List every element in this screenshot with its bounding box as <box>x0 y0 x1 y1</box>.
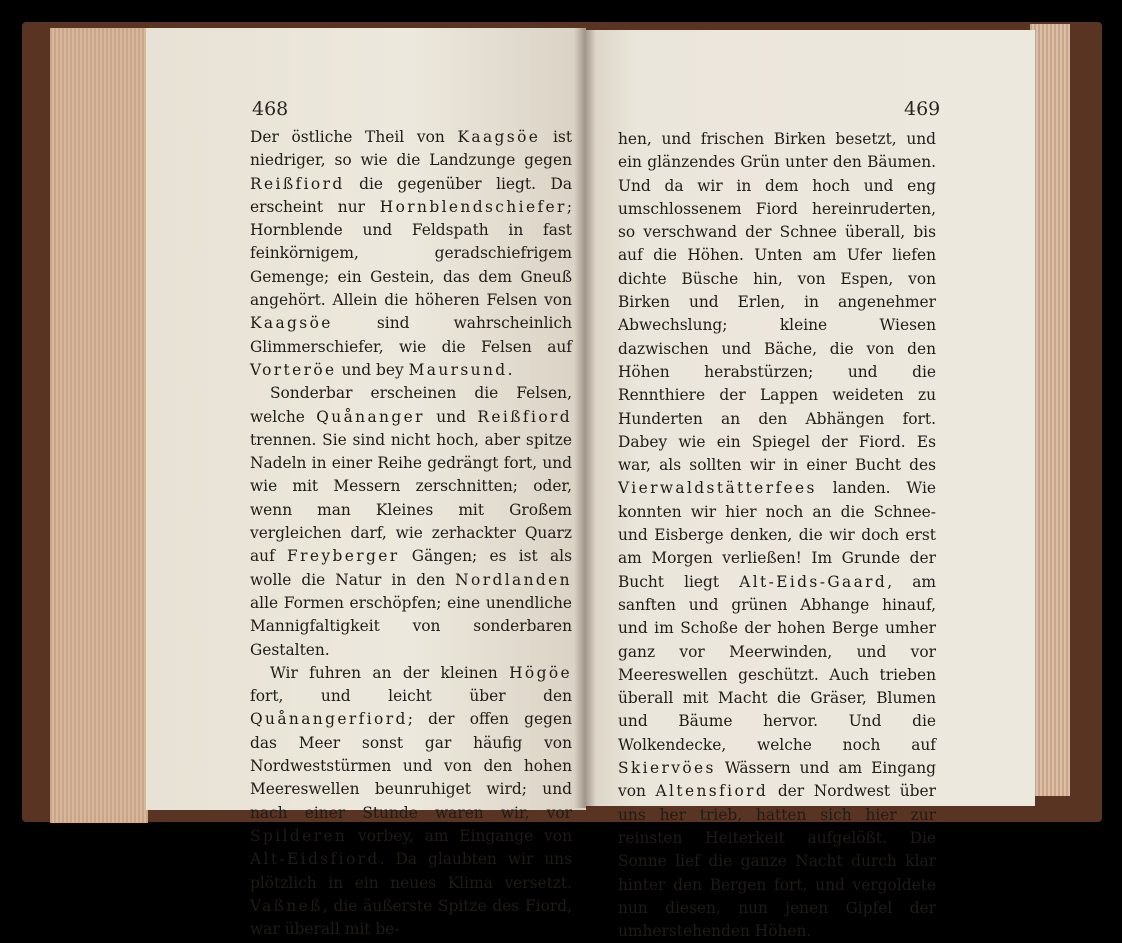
left-page-number: 468 <box>252 98 289 120</box>
spaced-name: Maursund <box>408 360 508 379</box>
text-run: Sonderbar erscheinen die Felsen, welche <box>250 384 572 426</box>
spaced-name: Reißfiord <box>250 174 345 193</box>
paragraph <box>250 126 572 382</box>
spaced-name: Alt-Eids-Gaard <box>739 572 888 591</box>
spaced-name: Högöe <box>509 663 572 682</box>
paragraph <box>250 382 572 662</box>
spaced-name: Nordlanden <box>455 570 572 589</box>
text-run: hen, und frischen Birken besetzt, und ein glänzendes Grün unter den Bäumen. Und da wir in dem hoch und eng umschlossenem Fiord hereinruderten, so verschwand der Schnee überall, bis auf die Höhen. Unten am Ufer liefen dichte Büsche hin, von Espen, von Birken und Erlen, in angenehmer Abwechslung; kleine Wiesen dazwischen und Bäche, die von den Höhen herabstürzen; und die Rennthiere der Lappen weideten zu Hunderten an den Abhängen fort. Dabey wie ein Spiegel der Fiord. Es war, als sollten wir in einer Bucht des <box>618 130 936 475</box>
spaced-name: Kaagsöe <box>250 314 333 333</box>
text-run: vorbey, am Eingange von <box>347 826 572 845</box>
text-run: trennen. Sie sind nicht hoch, aber spitze Nadeln in einer Reihe gedrängt fort, und wie mit Messern zerschnitten; oder, wenn man Kleines mit Großem vergleichen darf, wie zerhackter Quarz auf <box>250 430 572 566</box>
text-run: Wir fuhren an der kleinen <box>270 663 510 682</box>
paragraph <box>618 128 936 943</box>
text-run: , die äußerste Spitze des Fiord, war überall mit be- <box>250 896 572 939</box>
text-run: Der östliche Theil von <box>250 128 458 146</box>
text-run: . Da glaubten wir uns plötzlich in ein neues Klima versetzt. <box>250 850 572 892</box>
spaced-name: Spilderen <box>250 826 348 845</box>
text-run: und bey <box>336 360 409 379</box>
book-gutter <box>574 28 596 808</box>
left-page-edges <box>50 28 148 823</box>
spaced-name: Freyberger <box>287 547 400 566</box>
spaced-name: Alt-Eidsfiord <box>250 850 380 869</box>
text-run: ; der offen gegen das Meer sonst gar häufig von Nordweststürmen und von den hohen Meereswellen beunruhiget wird; und nach einer Stunde waren wir, vor <box>250 710 572 822</box>
spaced-name: Vorteröe <box>250 360 337 379</box>
spaced-name: Quånanger <box>316 407 425 426</box>
text-run: alle Formen erschöpfen; eine unendliche Mannigfaltigkeit von sonderbaren Gestalten. <box>250 593 572 659</box>
text-run: fort, und leicht über den <box>250 687 572 706</box>
text-run: Gängen; es ist als wolle die Natur in den <box>250 547 572 589</box>
text-run: der Nordwest über uns her trieb, hatten sich hier zur reinsten Heiterkeit aufgelößt. Die Sonne lief die ganze Nacht durch klar hinter den Bergen fort, und vergoldete nun diesen, nun jenen Gipfel der umherstehenden Höhen. <box>618 782 936 941</box>
text-run: ; Hornblende und Feldspath in fast feinkörnigem, geradschiefrigem Gemenge; ein Gestein, das dem Gneuß angehört. Allein die höheren Felsen von <box>250 197 572 310</box>
right-page-text <box>618 128 936 943</box>
spaced-name: Hornblendschiefer <box>379 197 567 216</box>
left-page-text <box>250 126 572 941</box>
text-run: und <box>424 407 478 426</box>
text-run: . <box>507 360 513 379</box>
paragraph <box>250 662 572 942</box>
text-run: sind wahrscheinlich Glimmerschiefer, wie die Felsen auf <box>250 314 572 356</box>
text-run: Wässern und am Eingang von <box>618 759 936 801</box>
spaced-name: Skiervöes <box>618 759 716 778</box>
spaced-name: Quånangerfiord <box>250 710 408 729</box>
spaced-name: Altensfiord <box>655 782 769 801</box>
text-run: landen. Wie konnten wir hier noch an die Schnee- und Eisberge denken, die wir doch erst am Morgen verließen! Im Grunde der Bucht liegt <box>618 479 936 591</box>
spaced-name: Kaagsöe <box>457 128 541 146</box>
right-page-number: 469 <box>904 98 941 120</box>
spaced-name: Vierwaldstätterfees <box>618 479 817 498</box>
right-page-edges <box>1030 24 1070 796</box>
text-run: die gegenüber liegt. Da erscheint nur <box>250 174 572 216</box>
text-run: ist niedriger, so wie die Landzunge gegen <box>250 128 572 170</box>
spaced-name: Reißfiord <box>477 407 572 426</box>
text-run: , am sanften und grünen Abhange hinauf, und im Schoße der hohen Berge umher ganz vor Meerwinden, und vor Meereswellen geschützt. Auch trieben überall mit Macht die Gräser, Blumen und Bäume hervor. Und die Wolkendecke, welche noch auf <box>618 572 936 754</box>
spaced-name: Vaßneß <box>250 896 323 915</box>
